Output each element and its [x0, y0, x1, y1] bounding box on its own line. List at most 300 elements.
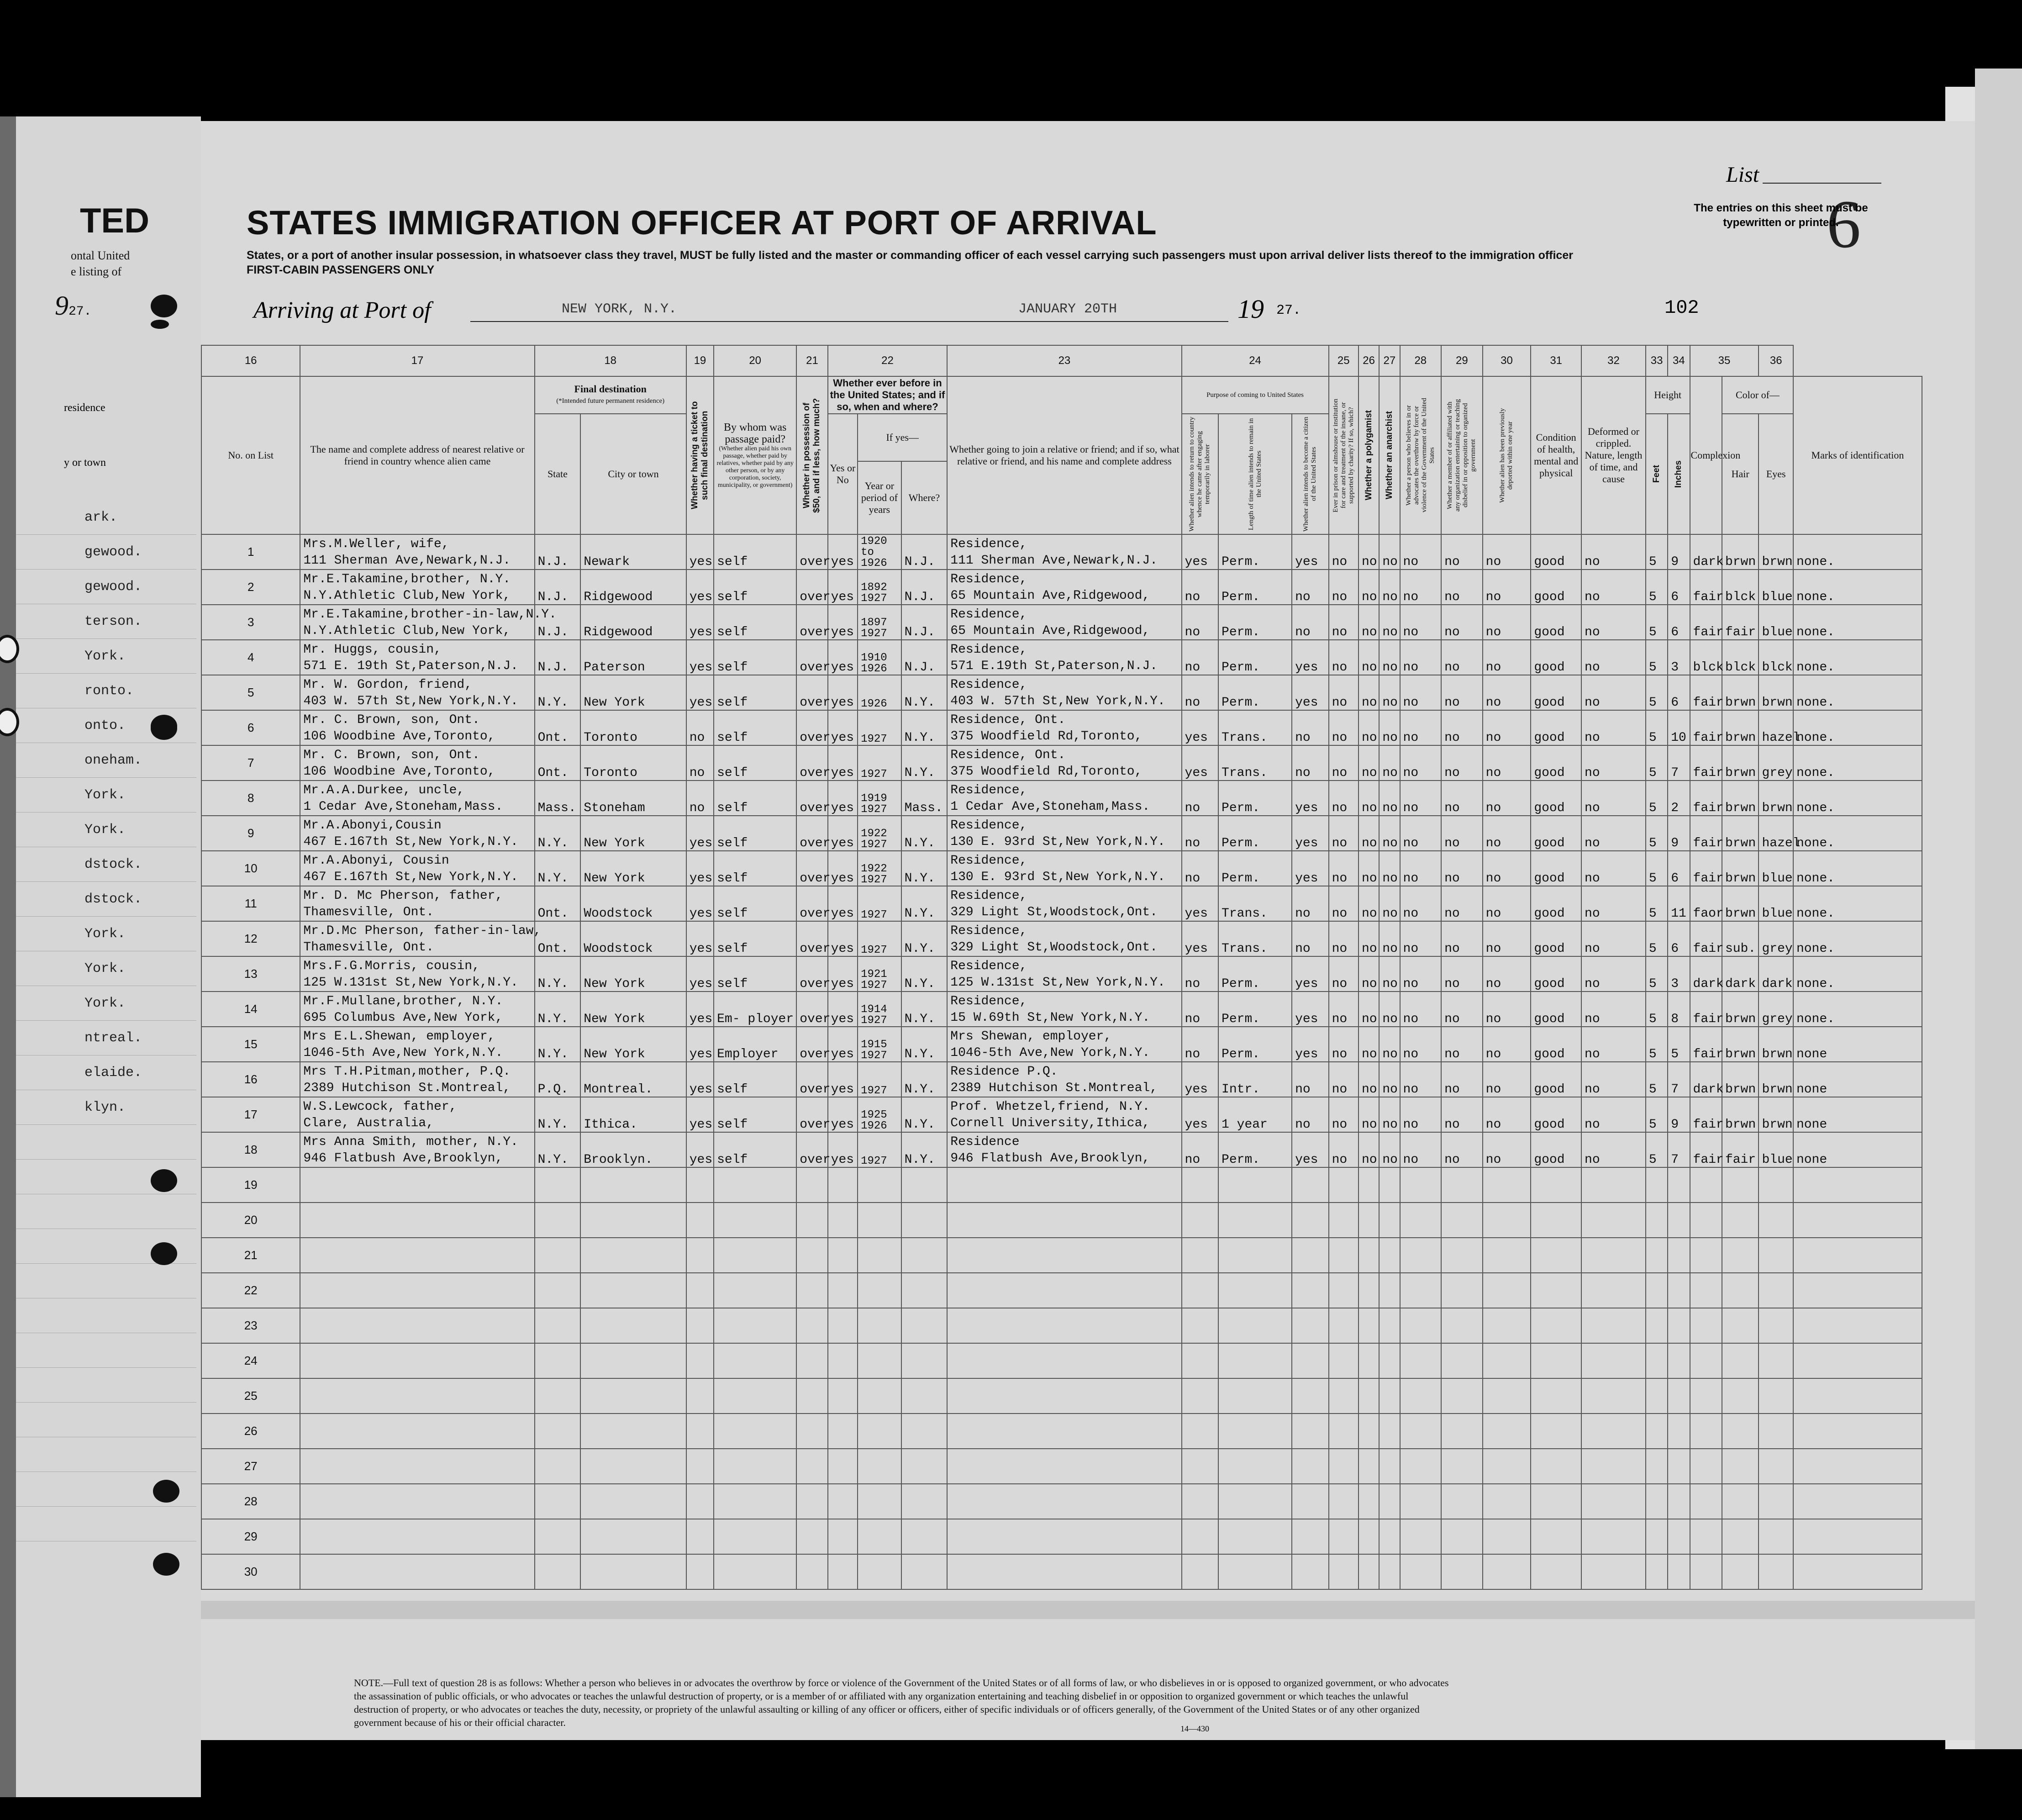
health-cell	[1531, 1203, 1581, 1238]
purpose-length	[1218, 1414, 1292, 1449]
manifest-row	[201, 1238, 1922, 1273]
organization-cell	[1441, 1554, 1483, 1589]
purpose-length: Trans.	[1218, 886, 1292, 921]
anarchist-cell	[1379, 1449, 1400, 1484]
before-yes-no: yes	[828, 1132, 858, 1167]
dest-state	[535, 1449, 581, 1484]
height-inches: 9	[1668, 534, 1690, 570]
marks-cell: none.	[1793, 534, 1922, 570]
left-page-fragment	[0, 116, 201, 1797]
purpose-length: Intr.	[1218, 1062, 1292, 1097]
manifest-row	[201, 1167, 1922, 1203]
binder-hole	[151, 717, 177, 740]
height-inches	[1668, 1343, 1690, 1378]
left-page-rows	[16, 500, 196, 1541]
before-years: 1897 1927	[858, 605, 901, 640]
header-organization: Whether a member of or affiliated with any organization entertaining or teaching disbelief in or opposition to organized government	[1441, 376, 1483, 534]
marks-cell: none	[1793, 1097, 1922, 1132]
purpose-citizen	[1292, 1343, 1329, 1378]
complexion-cell: fair	[1690, 1097, 1722, 1132]
polygamist-cell: no	[1359, 1027, 1379, 1062]
purpose-return	[1182, 1238, 1219, 1273]
polygamist-cell: no	[1359, 710, 1379, 745]
polygamist-cell: no	[1359, 745, 1379, 781]
eye-color	[1759, 1203, 1793, 1238]
relative-address	[300, 1238, 534, 1273]
health-cell: good	[1531, 956, 1581, 992]
left-page-row: dstock.	[16, 882, 196, 917]
header-anarchist: Whether an anarchist	[1379, 376, 1400, 534]
marks-cell: none.	[1793, 570, 1922, 605]
possession-cell: over	[796, 675, 827, 710]
header-joining: Whether going to join a relative or friend; and if so, what relative or friend, and his name and complete address	[947, 376, 1181, 534]
organization-cell: no	[1441, 1062, 1483, 1097]
relative-address: Mr. C. Brown, son, Ont. 106 Woodbine Ave,Toronto,	[300, 710, 534, 745]
row-number: 17	[201, 1097, 300, 1132]
relative-address: Mr. Huggs, cousin, 571 E. 19th St,Paterson,N.J.	[300, 640, 534, 675]
before-yes-no: yes	[828, 675, 858, 710]
ticket-cell: no	[686, 781, 714, 816]
row-number: 27	[201, 1449, 300, 1484]
eye-color: blue	[1759, 570, 1793, 605]
before-yes-no: yes	[828, 886, 858, 921]
header-health: Condition of health, mental and physical	[1531, 376, 1581, 534]
deformed-cell: no	[1581, 1097, 1646, 1132]
dest-state: N.Y.	[535, 851, 581, 886]
purpose-citizen	[1292, 1554, 1329, 1589]
ticket-cell: no	[686, 745, 714, 781]
height-inches: 5	[1668, 1027, 1690, 1062]
height-feet	[1646, 1343, 1668, 1378]
complexion-cell	[1690, 1203, 1722, 1238]
joining-relative: Residence, 329 Light St,Woodstock,Ont.	[947, 921, 1181, 956]
marks-cell	[1793, 1238, 1922, 1273]
possession-cell: over	[796, 640, 827, 675]
polygamist-cell: no	[1359, 781, 1379, 816]
manifest-row	[201, 570, 1922, 605]
overthrow-cell	[1400, 1378, 1442, 1414]
purpose-length	[1218, 1519, 1292, 1554]
dest-city: Toronto	[580, 710, 686, 745]
organization-cell: no	[1441, 640, 1483, 675]
polygamist-cell: no	[1359, 1132, 1379, 1167]
health-cell: good	[1531, 921, 1581, 956]
purpose-citizen: yes	[1292, 640, 1329, 675]
col-number: 27	[1379, 345, 1400, 376]
joining-relative	[947, 1308, 1181, 1343]
left-page-col-residence: residence	[64, 402, 105, 414]
deformed-cell: no	[1581, 816, 1646, 851]
relative-address	[300, 1378, 534, 1414]
before-where	[901, 1167, 948, 1203]
dest-state	[535, 1203, 581, 1238]
dest-city	[580, 1167, 686, 1203]
before-yes-no	[828, 1203, 858, 1238]
left-page-row: York.	[16, 639, 196, 674]
relative-address: Mr.A.A.Durkee, uncle, 1 Cedar Ave,Stoneham,Mass.	[300, 781, 534, 816]
overthrow-cell: no	[1400, 886, 1442, 921]
eye-color: brwn	[1759, 1062, 1793, 1097]
relative-address	[300, 1203, 534, 1238]
purpose-citizen	[1292, 1308, 1329, 1343]
polygamist-cell: no	[1359, 675, 1379, 710]
prison-cell: no	[1329, 570, 1359, 605]
polygamist-cell: no	[1359, 605, 1379, 640]
health-cell	[1531, 1414, 1581, 1449]
joining-relative	[947, 1203, 1181, 1238]
relative-address	[300, 1273, 534, 1308]
passage-paid	[714, 1203, 796, 1238]
eye-color: brwn	[1759, 1097, 1793, 1132]
header-inches: Inches	[1668, 414, 1690, 534]
overthrow-cell	[1400, 1203, 1442, 1238]
before-where	[901, 1273, 948, 1308]
marks-cell: none.	[1793, 710, 1922, 745]
deported-cell: no	[1483, 675, 1531, 710]
before-yes-no: yes	[828, 921, 858, 956]
eye-color: brwn	[1759, 534, 1793, 570]
height-feet	[1646, 1273, 1668, 1308]
manifest-row	[201, 1062, 1922, 1097]
row-number: 21	[201, 1238, 300, 1273]
overthrow-cell	[1400, 1167, 1442, 1203]
joining-relative	[947, 1414, 1181, 1449]
health-cell: good	[1531, 570, 1581, 605]
organization-cell: no	[1441, 956, 1483, 992]
eye-color: grey	[1759, 921, 1793, 956]
possession-cell: over	[796, 851, 827, 886]
height-feet	[1646, 1167, 1668, 1203]
ticket-cell: yes	[686, 851, 714, 886]
polygamist-cell: no	[1359, 921, 1379, 956]
anarchist-cell: no	[1379, 675, 1400, 710]
prison-cell	[1329, 1308, 1359, 1343]
row-number: 11	[201, 886, 300, 921]
possession-cell: over	[796, 781, 827, 816]
left-page-title: TED	[80, 201, 149, 240]
purpose-length: Perm.	[1218, 781, 1292, 816]
before-yes-no	[828, 1238, 858, 1273]
before-where	[901, 1519, 948, 1554]
before-yes-no	[828, 1167, 858, 1203]
col-number: 33	[1646, 345, 1668, 376]
before-yes-no	[828, 1554, 858, 1589]
complexion-cell	[1690, 1238, 1722, 1273]
deported-cell: no	[1483, 816, 1531, 851]
prison-cell: no	[1329, 781, 1359, 816]
passage-paid	[714, 1273, 796, 1308]
hair-color: brwn	[1722, 675, 1759, 710]
hair-color	[1722, 1378, 1759, 1414]
left-page-year: 927.	[55, 290, 92, 321]
deported-cell	[1483, 1484, 1531, 1519]
organization-cell: no	[1441, 745, 1483, 781]
deformed-cell: no	[1581, 570, 1646, 605]
height-feet: 5	[1646, 1097, 1668, 1132]
height-feet: 5	[1646, 534, 1668, 570]
organization-cell	[1441, 1484, 1483, 1519]
overthrow-cell	[1400, 1554, 1442, 1589]
prison-cell: no	[1329, 675, 1359, 710]
purpose-citizen: no	[1292, 745, 1329, 781]
before-years	[858, 1554, 901, 1589]
row-number: 5	[201, 675, 300, 710]
complexion-cell: faor	[1690, 886, 1722, 921]
purpose-return: no	[1182, 1027, 1219, 1062]
left-page-row: klyn.	[16, 1090, 196, 1125]
organization-cell: no	[1441, 534, 1483, 570]
possession-cell	[796, 1343, 827, 1378]
height-inches: 7	[1668, 745, 1690, 781]
height-feet: 5	[1646, 1027, 1668, 1062]
purpose-citizen: no	[1292, 570, 1329, 605]
deported-cell	[1483, 1343, 1531, 1378]
eye-color: hazel	[1759, 816, 1793, 851]
before-where: N.Y.	[901, 1062, 948, 1097]
height-feet: 5	[1646, 816, 1668, 851]
left-page-row: oneham.	[16, 743, 196, 778]
form-number: 14—430	[1180, 1724, 1209, 1733]
complexion-cell: fair	[1690, 921, 1722, 956]
deformed-cell: no	[1581, 675, 1646, 710]
relative-address: Mr.A.Abonyi,Cousin 467 E.167th St,New York,N.Y.	[300, 816, 534, 851]
purpose-citizen: no	[1292, 1097, 1329, 1132]
complexion-cell: fair	[1690, 605, 1722, 640]
hair-color	[1722, 1519, 1759, 1554]
anarchist-cell: no	[1379, 781, 1400, 816]
marks-cell: none.	[1793, 675, 1922, 710]
before-where	[901, 1414, 948, 1449]
dest-state	[535, 1414, 581, 1449]
before-years	[858, 1378, 901, 1414]
polygamist-cell: no	[1359, 956, 1379, 992]
row-number: 9	[201, 816, 300, 851]
passage-paid: self	[714, 570, 796, 605]
before-where	[901, 1203, 948, 1238]
manifest-row	[201, 1308, 1922, 1343]
col-number: 19	[686, 345, 714, 376]
organization-cell	[1441, 1308, 1483, 1343]
before-years	[858, 1484, 901, 1519]
deported-cell: no	[1483, 710, 1531, 745]
ticket-cell: yes	[686, 570, 714, 605]
marks-cell: none.	[1793, 605, 1922, 640]
dest-state	[535, 1273, 581, 1308]
left-page-row	[16, 1333, 196, 1368]
before-where: N.Y.	[901, 1132, 948, 1167]
before-yes-no: yes	[828, 570, 858, 605]
header-if-yes: If yes—	[858, 414, 947, 461]
relative-address	[300, 1449, 534, 1484]
dest-state	[535, 1519, 581, 1554]
deported-cell: no	[1483, 1027, 1531, 1062]
dest-city: Toronto	[580, 745, 686, 781]
eye-color	[1759, 1554, 1793, 1589]
overthrow-cell: no	[1400, 851, 1442, 886]
prison-cell: no	[1329, 1097, 1359, 1132]
height-inches: 6	[1668, 921, 1690, 956]
purpose-return: no	[1182, 851, 1219, 886]
eye-color	[1759, 1484, 1793, 1519]
row-number: 28	[201, 1484, 300, 1519]
deformed-cell	[1581, 1203, 1646, 1238]
hair-color: sub.	[1722, 921, 1759, 956]
health-cell: good	[1531, 1097, 1581, 1132]
row-number: 23	[201, 1308, 300, 1343]
height-inches: 9	[1668, 1097, 1690, 1132]
dest-city: Newark	[580, 534, 686, 570]
marks-cell	[1793, 1554, 1922, 1589]
prison-cell	[1329, 1378, 1359, 1414]
purpose-return	[1182, 1449, 1219, 1484]
complexion-cell	[1690, 1484, 1722, 1519]
dest-state	[535, 1238, 581, 1273]
before-where: N.Y.	[901, 816, 948, 851]
before-yes-no: yes	[828, 1027, 858, 1062]
passage-paid: self	[714, 956, 796, 992]
page-title: STATES IMMIGRATION OFFICER AT PORT OF ARRIVAL	[247, 204, 1157, 242]
polygamist-cell	[1359, 1308, 1379, 1343]
health-cell: good	[1531, 1062, 1581, 1097]
health-cell	[1531, 1308, 1581, 1343]
prison-cell: no	[1329, 816, 1359, 851]
anarchist-cell: no	[1379, 605, 1400, 640]
possession-cell: over	[796, 710, 827, 745]
header-state: State	[535, 414, 581, 534]
height-feet: 5	[1646, 745, 1668, 781]
manifest-table-wrapper	[201, 345, 1922, 1590]
anarchist-cell: no	[1379, 956, 1400, 992]
relative-address	[300, 1484, 534, 1519]
ticket-cell: no	[686, 710, 714, 745]
eye-color: blue	[1759, 1132, 1793, 1167]
organization-cell	[1441, 1519, 1483, 1554]
before-years: 1892 1927	[858, 570, 901, 605]
relative-address: Mrs.F.G.Morris, cousin, 125 W.131st St,New York,N.Y.	[300, 956, 534, 992]
deformed-cell	[1581, 1343, 1646, 1378]
health-cell	[1531, 1378, 1581, 1414]
year-prefix: 19	[1237, 294, 1264, 324]
before-yes-no: yes	[828, 781, 858, 816]
manifest-row	[201, 851, 1922, 886]
hair-color	[1722, 1273, 1759, 1308]
relative-address	[300, 1554, 534, 1589]
deported-cell: no	[1483, 1132, 1531, 1167]
purpose-citizen: yes	[1292, 781, 1329, 816]
anarchist-cell	[1379, 1484, 1400, 1519]
passage-paid: self	[714, 640, 796, 675]
overthrow-cell: no	[1400, 605, 1442, 640]
before-where: N.J.	[901, 640, 948, 675]
before-years: 1926	[858, 675, 901, 710]
header-relative: The name and complete address of nearest relative or friend in country whence alien came	[300, 376, 534, 534]
left-page-line-1: ontal United	[71, 249, 130, 262]
organization-cell: no	[1441, 570, 1483, 605]
ticket-cell: yes	[686, 921, 714, 956]
overthrow-cell: no	[1400, 640, 1442, 675]
manifest-row	[201, 534, 1922, 570]
organization-cell	[1441, 1343, 1483, 1378]
marks-cell: none.	[1793, 745, 1922, 781]
anarchist-cell: no	[1379, 1097, 1400, 1132]
purpose-return: yes	[1182, 710, 1219, 745]
height-feet: 5	[1646, 851, 1668, 886]
before-where: Mass.	[901, 781, 948, 816]
deformed-cell: no	[1581, 605, 1646, 640]
eye-color: blue	[1759, 851, 1793, 886]
passage-paid: Em- ployer	[714, 992, 796, 1027]
before-years: 1910 1926	[858, 640, 901, 675]
anarchist-cell	[1379, 1238, 1400, 1273]
height-inches	[1668, 1203, 1690, 1238]
before-where: N.Y.	[901, 710, 948, 745]
polygamist-cell	[1359, 1273, 1379, 1308]
ticket-cell: yes	[686, 816, 714, 851]
possession-cell	[796, 1203, 827, 1238]
before-years	[858, 1343, 901, 1378]
hair-color: brwn	[1722, 851, 1759, 886]
deformed-cell: no	[1581, 992, 1646, 1027]
height-feet: 5	[1646, 605, 1668, 640]
before-where	[901, 1308, 948, 1343]
polygamist-cell: no	[1359, 534, 1379, 570]
overthrow-cell: no	[1400, 675, 1442, 710]
passage-paid: self	[714, 745, 796, 781]
header-feet: Feet	[1646, 414, 1668, 534]
before-years	[858, 1273, 901, 1308]
manifest-row	[201, 605, 1922, 640]
header-purpose-citizen: Whether alien intends to become a citizen of the United States	[1292, 414, 1329, 534]
relative-address: W.S.Lewcock, father, Clare, Australia,	[300, 1097, 534, 1132]
possession-cell: over	[796, 816, 827, 851]
page-shadow	[0, 116, 16, 1797]
manifest-row	[201, 781, 1922, 816]
prison-cell	[1329, 1554, 1359, 1589]
ticket-cell: yes	[686, 675, 714, 710]
passage-paid: Employer	[714, 1027, 796, 1062]
deported-cell	[1483, 1203, 1531, 1238]
prison-cell: no	[1329, 886, 1359, 921]
prison-cell	[1329, 1449, 1359, 1484]
organization-cell	[1441, 1167, 1483, 1203]
deformed-cell: no	[1581, 921, 1646, 956]
left-page-row: York.	[16, 812, 196, 847]
header-possession: Whether in possession of $50, and if less, how much?	[796, 376, 827, 534]
health-cell: good	[1531, 534, 1581, 570]
footer-strip	[201, 1601, 1975, 1619]
complexion-cell: fair	[1690, 1132, 1722, 1167]
polygamist-cell: no	[1359, 851, 1379, 886]
before-yes-no: yes	[828, 1062, 858, 1097]
header-before-in-us: Whether ever before in the United States; and if so, when and where?	[828, 376, 948, 414]
left-page-row	[16, 1437, 196, 1472]
hair-color	[1722, 1554, 1759, 1589]
before-yes-no: yes	[828, 605, 858, 640]
polygamist-cell: no	[1359, 570, 1379, 605]
overthrow-cell: no	[1400, 992, 1442, 1027]
before-where: N.Y.	[901, 851, 948, 886]
joining-relative: Residence, 403 W. 57th St,New York,N.Y.	[947, 675, 1181, 710]
joining-relative: Residence, 65 Mountain Ave,Ridgewood,	[947, 605, 1181, 640]
deported-cell: no	[1483, 640, 1531, 675]
organization-cell: no	[1441, 710, 1483, 745]
deformed-cell: no	[1581, 640, 1646, 675]
complexion-cell: fair	[1690, 851, 1722, 886]
purpose-length: Perm.	[1218, 570, 1292, 605]
marks-cell	[1793, 1414, 1922, 1449]
col-number: 34	[1668, 345, 1690, 376]
prison-cell: no	[1329, 1062, 1359, 1097]
